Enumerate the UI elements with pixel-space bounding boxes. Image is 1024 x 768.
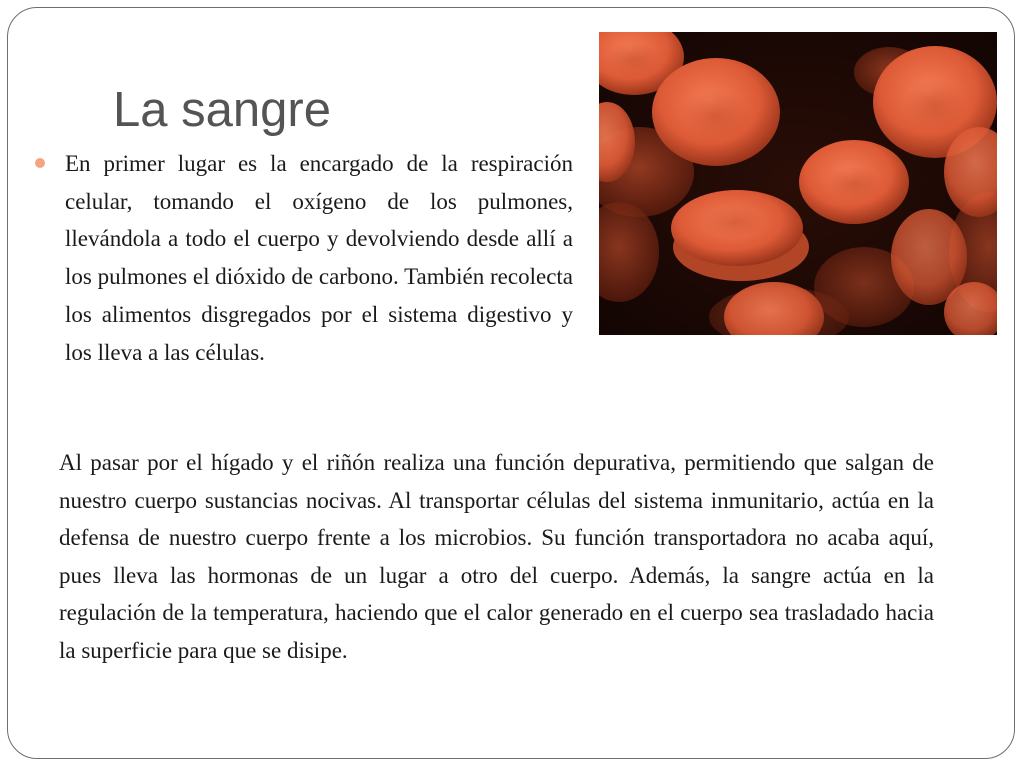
slide-title: La sangre: [113, 83, 331, 137]
bullet-dot-icon: [35, 158, 45, 168]
body-paragraph: Al pasar por el hígado y el riñón realiza una función depurativa, permitiendo que salgan de nuestro cuerpo sustancias nocivas. Al transportar células del sistema inmunitario, actúa en la defensa de nuestro cuerpo frente a los microbios. Su función transportadora no acaba aquí, pues lleva las hormonas de un lugar a otro del cuerpo. Además, la sangre actúa en la regulación de la temperatura, haciendo que el calor generado en el cuerpo sea trasladado hacia la superficie para que se disipe.: [59, 450, 934, 663]
red-blood-cells-photo: [599, 32, 997, 335]
bullet-paragraph: En primer lugar es la encargado de la respiración celular, tomando el oxígeno de los pulmones, llevándola a todo el cuerpo y devolviendo desde allí a los pulmones el dióxido de carbono. También recolecta los alimentos disgregados por el sistema digestivo y los lleva a las células.: [65, 151, 573, 365]
